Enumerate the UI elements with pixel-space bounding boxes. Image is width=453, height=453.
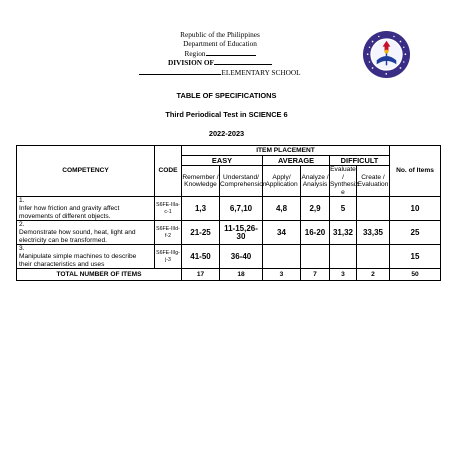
grand-total: 50	[390, 269, 441, 281]
remember-cell: 1,3	[182, 197, 220, 221]
republic-line: Republic of the Philippines	[180, 30, 260, 39]
item-placement-header: ITEM PLACEMENT	[182, 146, 390, 156]
competency-header: COMPETENCY	[17, 146, 155, 197]
evaluate-total: 3	[330, 269, 357, 281]
specifications-table	[16, 145, 441, 281]
division-line	[120, 58, 320, 67]
understand-cell: 36-40	[220, 245, 263, 269]
evaluate-cell: 31,32	[330, 221, 357, 245]
apply-header: Apply/ Application	[263, 166, 301, 197]
code-cell: S6FE-IIId-f-2	[155, 221, 182, 245]
analyze-cell: 2,9	[301, 197, 330, 221]
create-cell	[357, 245, 390, 269]
evaluate-cell	[330, 245, 357, 269]
header-row-1	[17, 146, 441, 156]
school-year: 2022-2023	[208, 129, 245, 138]
apply-cell: 4,8	[263, 197, 301, 221]
competency-cell	[17, 245, 155, 269]
region-line	[120, 49, 320, 58]
row-total-cell: 25	[390, 221, 441, 245]
competency-text: Infer how friction and gravity affect movements of different objects.	[19, 205, 120, 220]
analyze-header: Analyze / Analysis	[301, 166, 330, 197]
totals-row	[17, 269, 441, 281]
understand-total: 18	[220, 269, 263, 281]
department-line: Department of Education	[183, 39, 257, 49]
code-header: CODE	[155, 146, 182, 197]
apply-cell	[263, 245, 301, 269]
division-label: DIVISION OF	[167, 58, 215, 68]
create-header: Create / Evaluation	[357, 166, 390, 197]
competency-number: 2.	[19, 221, 25, 229]
row-total-cell: 10	[390, 197, 441, 221]
school-blank	[139, 74, 221, 75]
school-line	[120, 68, 320, 77]
competency-cell	[17, 197, 155, 221]
division-blank	[214, 64, 272, 65]
create-cell	[357, 197, 390, 221]
remember-cell: 21-25	[182, 221, 220, 245]
understand-header: Understand/ Comprehension	[220, 166, 263, 197]
analyze-cell: 16-20	[301, 221, 330, 245]
analyze-cell	[301, 245, 330, 269]
row-total-cell: 15	[390, 245, 441, 269]
code-cell: S6FE-IIIg-j-3	[155, 245, 182, 269]
competency-text: Demonstrate how sound, heat, light and electricity can be transformed.	[19, 229, 136, 244]
table-row	[17, 197, 441, 221]
table-row	[17, 245, 441, 269]
evaluate-header: Evaluate / Synthesiz e	[330, 166, 359, 196]
tos-title: TABLE OF SPECIFICATIONS	[176, 91, 277, 100]
region-label: Region	[184, 48, 206, 58]
easy-header: EASY	[182, 156, 263, 166]
evaluate-cell: 5	[330, 197, 357, 221]
competency-number: 3.	[19, 245, 25, 253]
table-row	[17, 221, 441, 245]
total-label-cell: TOTAL NUMBER OF ITEMS	[17, 269, 182, 281]
analyze-total: 7	[301, 269, 330, 281]
remember-header: Remember / Knowledge	[182, 166, 220, 197]
remember-total: 17	[182, 269, 220, 281]
understand-cell: 11-15,26-30	[220, 221, 263, 245]
average-header: AVERAGE	[263, 156, 330, 166]
no-items-header: No. of Items	[390, 146, 441, 197]
code-cell: S6FE-IIIa-c-1	[155, 197, 182, 221]
school-label: ELEMENTARY SCHOOL	[221, 67, 301, 77]
deped-seal-icon	[362, 30, 411, 79]
apply-cell: 34	[263, 221, 301, 245]
remember-cell: 41-50	[182, 245, 220, 269]
create-cell: 33,35	[357, 221, 390, 245]
difficult-header: DIFFICULT	[330, 156, 390, 166]
school-header	[120, 30, 320, 77]
competency-text: Manipulate simple machines to describe their characteristics and uses	[19, 253, 137, 268]
test-title: Third Periodical Test in SCIENCE 6	[165, 110, 288, 119]
region-blank	[206, 55, 256, 56]
apply-total: 3	[263, 269, 301, 281]
understand-cell: 6,7,10	[220, 197, 263, 221]
create-total: 2	[357, 269, 390, 281]
competency-number: 1.	[19, 197, 25, 205]
competency-cell	[17, 221, 155, 245]
